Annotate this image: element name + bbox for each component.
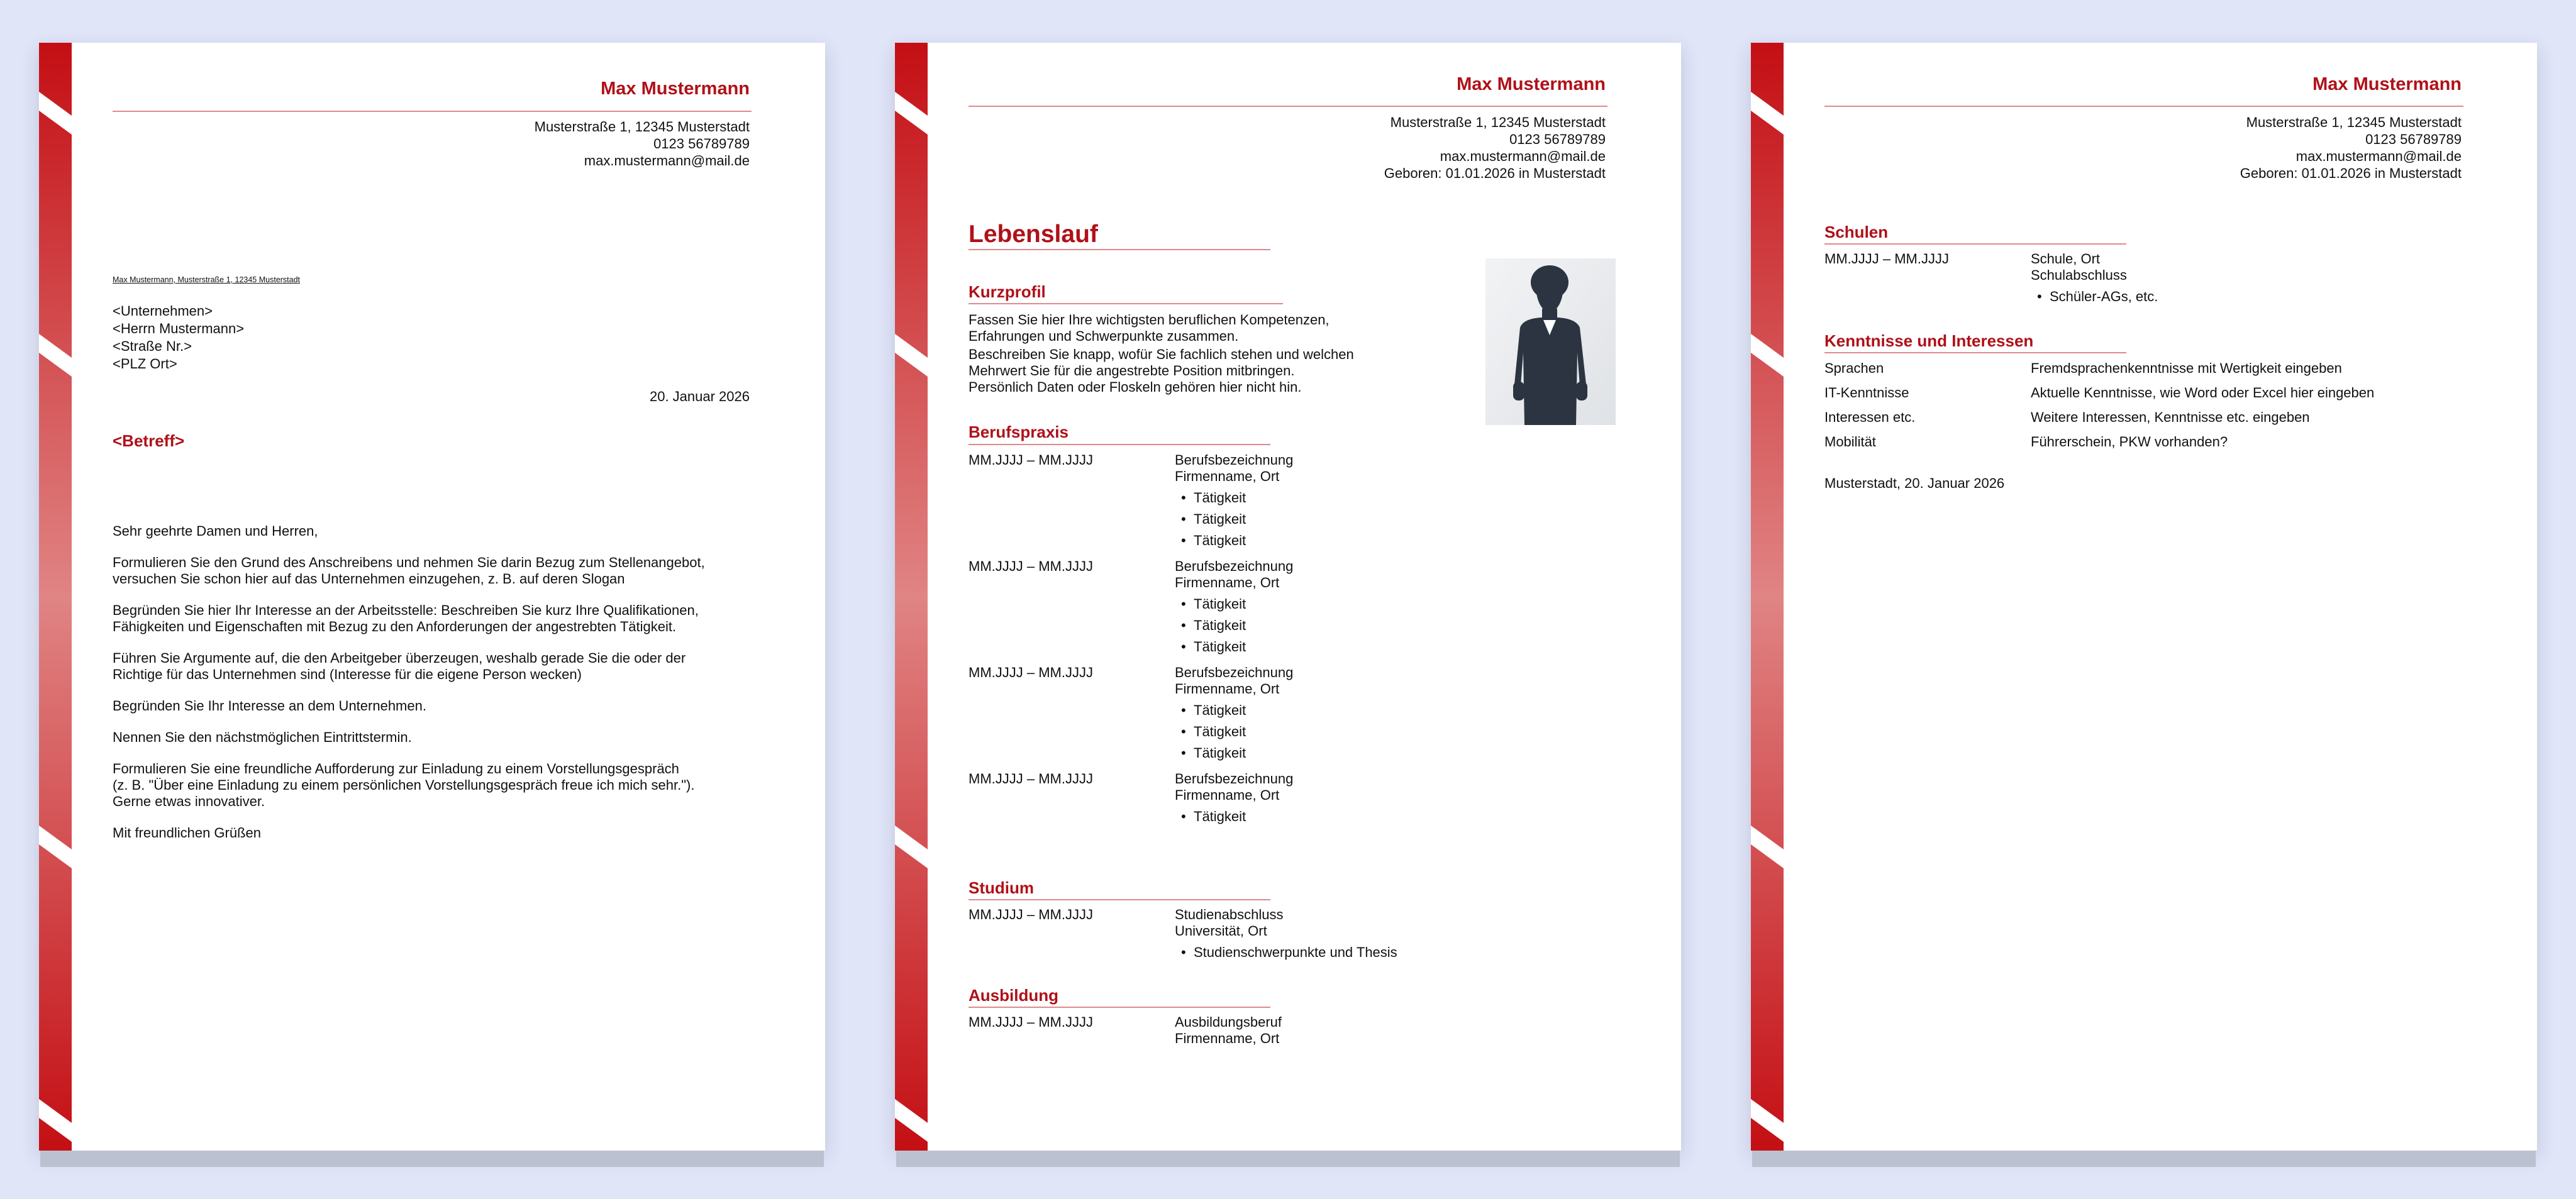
task-item: • Tätigkeit — [1194, 615, 1590, 636]
skill-value: Führerschein, PKW vorhanden? — [2031, 434, 2228, 450]
header-rule — [1824, 106, 2463, 107]
phone: 0123 56789789 — [2365, 131, 2462, 147]
skill-label: Interessen etc. — [1824, 409, 1916, 425]
birth-info: Geboren: 01.01.2026 in Musterstadt — [1384, 165, 1606, 181]
header-rule — [113, 111, 752, 112]
address: Musterstraße 1, 12345 Musterstadt — [2246, 114, 2462, 130]
paragraph-line: Führen Sie Argumente auf, die den Arbeitgeber überzeugen, weshalb gerade Sie die oder der — [113, 650, 686, 666]
person-silhouette-icon — [1485, 258, 1616, 425]
title-rule — [969, 249, 1270, 250]
section-rule — [1824, 243, 2126, 245]
phone: 0123 56789789 — [1509, 131, 1606, 147]
paragraph-line: Gerne etwas innovativer. — [113, 793, 265, 809]
letter-subject: <Betreff> — [113, 431, 185, 450]
profile-text-2 — [969, 346, 1396, 395]
entry-info — [1175, 558, 1590, 658]
paragraph-line: (z. B. "Über eine Einladung zu einem persönlichen Vorstellungsgespräch freue ich mich sehr."). — [113, 777, 695, 793]
section-heading-profile: Kurzprofil — [969, 282, 1046, 301]
entry-date: MM.JJJJ – MM.JJJJ — [969, 558, 1093, 574]
skill-label: Mobilität — [1824, 434, 1876, 450]
task-list — [2031, 286, 2446, 307]
decorative-stripe — [39, 43, 72, 1151]
task-list — [1175, 487, 1590, 551]
entry-info — [1175, 907, 1590, 963]
sender-line: Max Mustermann, Musterstraße 1, 12345 Musterstadt — [113, 275, 301, 284]
paragraph-line: Begründen Sie hier Ihr Interesse an der Arbeitsstelle: Beschreiben Sie kurz Ihre Qualifikationen, — [113, 602, 699, 618]
profile-photo — [1485, 258, 1616, 425]
entry-date: MM.JJJJ – MM.JJJJ — [969, 452, 1093, 468]
letter-paragraph: Begründen Sie Ihr Interesse an dem Unternehmen. — [113, 698, 426, 714]
task-item: • Tätigkeit — [1194, 721, 1590, 743]
cv-page-1 — [895, 43, 1681, 1151]
greeting: Sehr geehrte Damen und Herren, — [113, 523, 318, 539]
section-heading-skills: Kenntnisse und Interessen — [1824, 331, 2034, 350]
header-contact — [535, 118, 750, 169]
task-item: • Studienschwerpunkte und Thesis — [1194, 942, 1590, 963]
place-date: Musterstadt, 20. Januar 2026 — [1824, 475, 2005, 491]
entry-info — [1175, 771, 1590, 827]
letter-paragraph — [113, 761, 754, 810]
letter-date: 20. Januar 2026 — [649, 389, 750, 404]
decorative-stripe — [1751, 43, 1784, 1151]
text-line: Mehrwert Sie für die angestrebte Position mitbringen. — [969, 363, 1295, 378]
degree: Studienabschluss — [1175, 907, 1284, 922]
school-degree: Schulabschluss — [2031, 267, 2127, 283]
task-item: • Tätigkeit — [1194, 806, 1590, 827]
section-rule — [1824, 352, 2126, 353]
header-name: Max Mustermann — [1457, 74, 1606, 94]
entry-info — [1175, 665, 1590, 764]
task-list — [1175, 594, 1590, 658]
decorative-stripe — [895, 43, 928, 1151]
task-item: • Tätigkeit — [1194, 700, 1590, 721]
skill-label: Sprachen — [1824, 360, 1884, 376]
recipient-line: <Straße Nr.> — [113, 338, 192, 354]
letter-paragraph: Nennen Sie den nächstmöglichen Eintrittstermin. — [113, 729, 412, 745]
header-name: Max Mustermann — [601, 79, 750, 99]
cv-page-2 — [1751, 43, 2537, 1151]
cover-letter-page — [39, 43, 825, 1151]
paragraph-line: versuchen Sie schon hier auf das Unternehmen einzugehen, z. B. auf deren Slogan — [113, 571, 625, 587]
header-contact — [2240, 114, 2462, 182]
training-title: Ausbildungsberuf — [1175, 1014, 1282, 1030]
header-contact — [1384, 114, 1606, 182]
paragraph-line: Formulieren Sie eine freundliche Aufforderung zur Einladung zu einem Vorstellungsgespräch — [113, 761, 679, 776]
cv-title: Lebenslauf — [969, 221, 1098, 248]
recipient-address — [113, 302, 244, 373]
entry-info — [1175, 1014, 1590, 1047]
birth-info: Geboren: 01.01.2026 in Musterstadt — [2240, 165, 2462, 181]
school-name: Schule, Ort — [2031, 251, 2101, 267]
text-line: Erfahrungen und Schwerpunkte zusammen. — [969, 328, 1239, 344]
profile-text-1 — [969, 312, 1396, 345]
email: max.mustermann@mail.de — [2296, 148, 2462, 164]
phone: 0123 56789789 — [653, 136, 750, 152]
entry-info — [1175, 452, 1590, 551]
entry-date: MM.JJJJ – MM.JJJJ — [969, 665, 1093, 680]
company: Firmenname, Ort — [1175, 787, 1280, 803]
job-title: Berufsbezeichnung — [1175, 771, 1294, 787]
entry-date: MM.JJJJ – MM.JJJJ — [969, 907, 1093, 922]
task-item: • Schüler-AGs, etc. — [2050, 286, 2446, 307]
closing: Mit freundlichen Grüßen — [113, 825, 261, 841]
company: Firmenname, Ort — [1175, 575, 1280, 590]
task-item: • Tätigkeit — [1194, 530, 1590, 551]
address: Musterstraße 1, 12345 Musterstadt — [534, 119, 750, 135]
skill-value: Fremdsprachenkenntnisse mit Wertigkeit eingeben — [2031, 360, 2342, 376]
company: Firmenname, Ort — [1175, 468, 1280, 484]
job-title: Berufsbezeichnung — [1175, 452, 1294, 468]
task-item: • Tätigkeit — [1194, 636, 1590, 658]
section-heading-schools: Schulen — [1824, 223, 1889, 241]
email: max.mustermann@mail.de — [1440, 148, 1606, 164]
section-heading-study: Studium — [969, 878, 1034, 897]
address: Musterstraße 1, 12345 Musterstadt — [1390, 114, 1606, 130]
task-item: • Tätigkeit — [1194, 509, 1590, 530]
task-list — [1175, 806, 1590, 827]
paragraph-line: Formulieren Sie den Grund des Anschreibens und nehmen Sie darin Bezug zum Stellenangebot, — [113, 555, 705, 570]
company: Firmenname, Ort — [1175, 1030, 1280, 1046]
task-item: • Tätigkeit — [1194, 594, 1590, 615]
entry-date: MM.JJJJ – MM.JJJJ — [969, 1014, 1093, 1030]
text-line: Fassen Sie hier Ihre wichtigsten beruflichen Kompetenzen, — [969, 312, 1330, 328]
section-heading-experience: Berufspraxis — [969, 423, 1069, 441]
task-list — [1175, 942, 1590, 963]
paragraph-line: Richtige für das Unternehmen sind (Interesse für die eigene Person wecken) — [113, 666, 582, 682]
letter-paragraph — [113, 555, 754, 587]
section-rule — [969, 444, 1270, 445]
task-list — [1175, 700, 1590, 764]
entry-date: MM.JJJJ – MM.JJJJ — [1824, 251, 1949, 267]
section-heading-training: Ausbildung — [969, 986, 1058, 1005]
recipient-line: <Unternehmen> — [113, 303, 213, 319]
task-item: • Tätigkeit — [1194, 743, 1590, 764]
header-name: Max Mustermann — [2312, 74, 2462, 94]
company: Firmenname, Ort — [1175, 681, 1280, 697]
letter-paragraph — [113, 650, 754, 683]
letter-paragraph — [113, 602, 754, 635]
entry-date: MM.JJJJ – MM.JJJJ — [969, 771, 1093, 787]
recipient-line: <PLZ Ort> — [113, 356, 177, 372]
skill-label: IT-Kenntnisse — [1824, 385, 1909, 401]
text-line: Beschreiben Sie knapp, wofür Sie fachlich stehen und welchen — [969, 346, 1354, 362]
skill-value: Weitere Interessen, Kenntnisse etc. eingeben — [2031, 409, 2310, 425]
university: Universität, Ort — [1175, 923, 1267, 939]
text-line: Persönlich Daten oder Floskeln gehören hier nicht hin. — [969, 379, 1302, 395]
job-title: Berufsbezeichnung — [1175, 558, 1294, 574]
paragraph-line: Fähigkeiten und Eigenschaften mit Bezug zu den Anforderungen der angestrebten Tätigkeit. — [113, 619, 677, 634]
recipient-line: <Herrn Mustermann> — [113, 321, 245, 336]
job-title: Berufsbezeichnung — [1175, 665, 1294, 680]
section-rule — [969, 303, 1283, 304]
section-rule — [969, 899, 1270, 900]
letter-body — [113, 523, 754, 856]
email: max.mustermann@mail.de — [584, 153, 750, 169]
skill-value: Aktuelle Kenntnisse, wie Word oder Excel hier eingeben — [2031, 385, 2375, 401]
task-item: • Tätigkeit — [1194, 487, 1590, 509]
header-rule — [969, 106, 1607, 107]
entry-info — [2031, 251, 2446, 307]
section-rule — [969, 1007, 1270, 1008]
